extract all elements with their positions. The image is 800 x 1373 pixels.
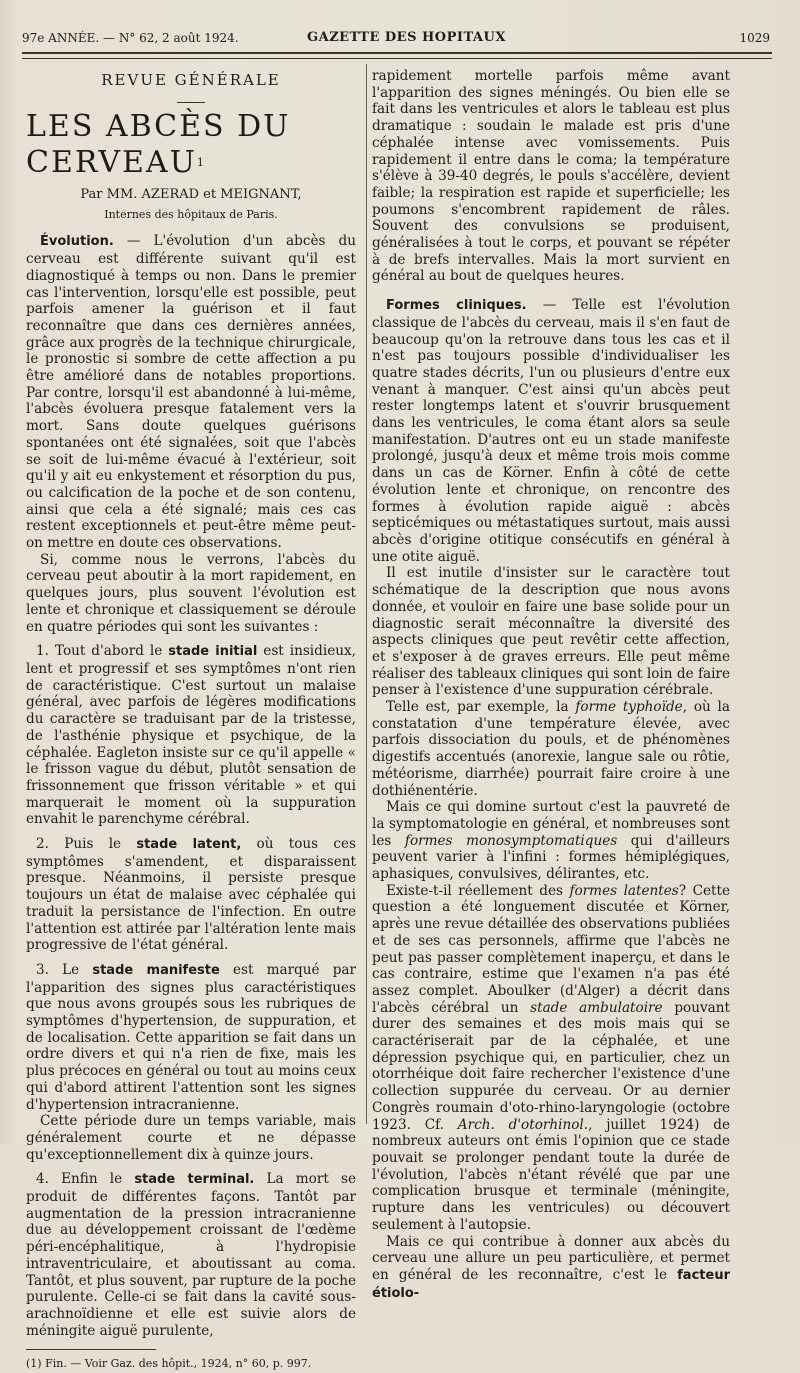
paragraph: Il est inutile d'insister sur le caractère tout schématique de la description que nous avons donnée, et vouloir en faire une base solide pour un diagnostic serait méconnaître la diversité des aspects cliniques que peut revêtir cette affection, et s'exposer à de graves erreurs. Elle peut même réaliser des tableaux cliniques qui sont loin de faire penser à l'existence d'une suppuration cérébrale. [372,565,730,699]
article-title: LES ABCÈS DU CERVEAU$^1$ [26,109,291,180]
stage-terminal: 4. Enfin le stade terminal. La mort se produit de différentes façons. Tantôt par augmentation de la pression intracranienne due au développement croissant de l'œdème péri-encéphalitique, à l'hydropisie intraventriculaire, et aboutissant au coma. Tantôt, et plus souvent, par rupture de la poche purulente. Celle-ci se fait dans la cavité sous-arachnoïdienne et elle est suivie alors de méningite aiguë purulente, [26,1171,356,1339]
page-number: 1029 [739,31,770,45]
column-divider [366,64,367,1124]
journal-title: GAZETTE DES HOPITAUX [307,30,506,45]
footnote-rule [26,1349,156,1350]
stage-manifest: 3. Le stade manifeste est marqué par l'apparition des signes plus caractéristiques que nous avons groupés sous les rubriques de symptômes d'hypertension, de suppuration, et de localisation. Cette apparition se fait dans un ordre divers et qui n'a rien de fixe, mais les plus précoces en général ou tout au moins ceux qui d'abord attirent l'attention sont les signes d'hypertension intracranienne. [26,961,357,1113]
author-affiliation: Internes des hôpitaux de Paris. [104,207,278,221]
article-authors: Par MM. AZERAD et MEIGNANT, [80,187,302,202]
footnote: (1) Fin. — Voir Gaz. des hôpit., 1924, n° 60, p. 997. [26,1357,312,1371]
paragraph: Telle est, par exemple, la forme typhoïde, où la constatation d'une température élevée, avec parfois dissociation du pouls, et de phénomènes digestifs accentués (anorexie, langue sale ou rôtie, météorisme, diarrhée) pourrait faire croire à une dothiénentérie. [372,699,730,799]
title-footnote-mark: 1 [196,156,206,169]
paragraph: Existe-t-il réellement des formes latentes? Cette question a été longuement discutée et Körner, après une revue détaillée des observations publiées et de ses cas personnels, affirme que l'abcès ne peut pas passer complètement inaperçu, et dans le cas contraire, estime que l'examen n'a pas été assez complet. Aboulker (d'Alger) a décrit dans l'abcès cérébral un stade ambulatoire pouvant durer des semaines et des mois mais qui se caractériserait par de la céphalée, et une dépression psychique qui, en particulier, chez un otorrhéique doit faire rechercher l'existence d'une collection suppurée du cerveau. Or au dernier Congrès roumain d'oto-rhino-laryngologie (octobre 1923. Cf. Arch. d'otorhinol., juillet 1924) de nombreux auteurs ont émis l'opinion que ce stade pouvait se prolonger pendant toute la durée de l'évolution, l'abcès n'étant révélé que par une complication brusque et terminale (méningite, rupture dans les ventricules) ou découvert seulement à l'autopsie. [372,882,730,1233]
section-rubric: REVUE GÉNÉRALE [101,71,281,89]
paragraph-evolution: Évolution. — L'évolution d'un abcès du cerveau est différente suivant qu'il est diagnostiqué à temps ou non. Dans le premier cas l'intervention, lorsqu'elle est possible, peut parfois amener la guérison et il faut reconnaître que dans ces dernières années, grâce aux progrès de la technique chirurgicale, le pronostic si sombre de cette affection a pu être amélioré dans de notables proportions. Par contre, lorsqu'il est abandonné à lui-même, l'abcès évoluera presque fatalement vers la mort. Sans doute quelques guérisons spontanées ont été signalées, soit que l'abcès se soit de lui-même évacué à l'extérieur, soit qu'il y ait eu enkystement et résorption du pus, ou calcification de la poche et de son contenu, ainsi que cela a été signalé; mais ces cas restent exceptionnels et peut-être même peut-on mettre en doute ces observations. [26,233,356,552]
paragraph-formes: Formes cliniques. — Telle est l'évolution classique de l'abcès du cerveau, mais il s'en faut de beaucoup qu'on la retrouve dans tous les cas et il n'est pas toujours possible d'individualiser les quatre stades décrits, l'un ou plusieurs d'entre eux venant à manquer. C'est ainsi qu'un abcès peut rester longtemps latent et s'ouvrir brusquement dans les ventricules, le coma étant alors sa seule manifestation. D'autres ont eu un stade manifeste prolongé, jusqu'à deux et même trois mois comme dans un cas de Körner. Enfin à côté de cette évolution lente et chronique, on rencontre des formes à évolution rapide aiguë : abcès septicémiques ou métastatiques surtout, mais aussi abcès d'origine otitique consécutifs en général à une otite aiguë. [372,297,730,565]
left-column [26,68,356,1373]
paragraph: Mais ce qui contribue à donner aux abcès du cerveau une allure un peu particulière, et permet en général de les reconnaître, c'est le facteur étiolo- [372,1233,730,1301]
heading-formes-cliniques: Formes cliniques. [386,298,527,314]
stage-initial: 1. Tout d'abord le stade initial est insidieux, lent et progressif et ses symptômes n'ont rien de caractéristique. C'est surtout un malaise général, avec parfois de légères modifications du caractère se traduisant par de la tristesse, de l'asthénie physique et psychique, de la céphalée. Eagleton insiste sur ce qu'il appelle « le frisson vague du début, plutôt sensation de frissonnement que frisson véritable » et qui marquerait le moment où la suppuration envahit le parenchyme cérébral. [26,643,356,828]
header-rule-thick [22,52,772,54]
paragraph: rapidement mortelle parfois même avant l'apparition des signes méningés. Ou bien elle se fait dans les ventricules et alors le tableau est plus dramatique : soudain le malade est pris d'une céphalée intense avec vomissements. Puis rapidement il entre dans le coma; la température s'élève à 39-40 degrés, le pouls s'accélère, devient faible; la respiration est rapide et superficielle; les poumons s'encombrent rapidement de râles. Souvent des convulsions se produisent, généralisées à tout le corps, et pouvant se répéter à de brefs intervalles. Mais la mort survient en général au bout de quelques heures. [372,68,730,285]
running-header [22,28,770,50]
header-rule-thin [22,58,772,59]
right-column [372,68,730,1302]
heading-evolution: Évolution. [40,234,114,250]
paragraph: Mais ce qui domine surtout c'est la pauvreté de la symptomatologie en général, et nombreuses sont les formes monosymptomatiques qui d'ailleurs peuvent varier à l'infini : formes hémiplégiques, aphasiques, convulsives, délirantes, etc. [372,799,730,883]
paragraph: Cette période dure un temps variable, mais généralement courte et ne dépasse qu'exceptionnellement dix à quinze jours. [26,1113,356,1163]
issue-info: 97e ANNÉE. — N° 62, 2 août 1924. [22,31,239,45]
stage-latent: 2. Puis le stade latent, où tous ces symptômes s'amendent, et disparaissent presque. Néanmoins, il persiste presque toujours un état de malaise avec céphalée qui traduit la persistance de l'infection. En outre l'attention est attirée par l'altération lente mais progressive de l'état général. [26,836,356,954]
rubric-rule [177,102,205,103]
paragraph: Si, comme nous le verrons, l'abcès du cerveau peut aboutir à la mort rapidement, en quelques jours, plus souvent l'évolution est lente et chronique et classiquement se déroule en quatre périodes qui sont les suivantes : [26,551,356,635]
